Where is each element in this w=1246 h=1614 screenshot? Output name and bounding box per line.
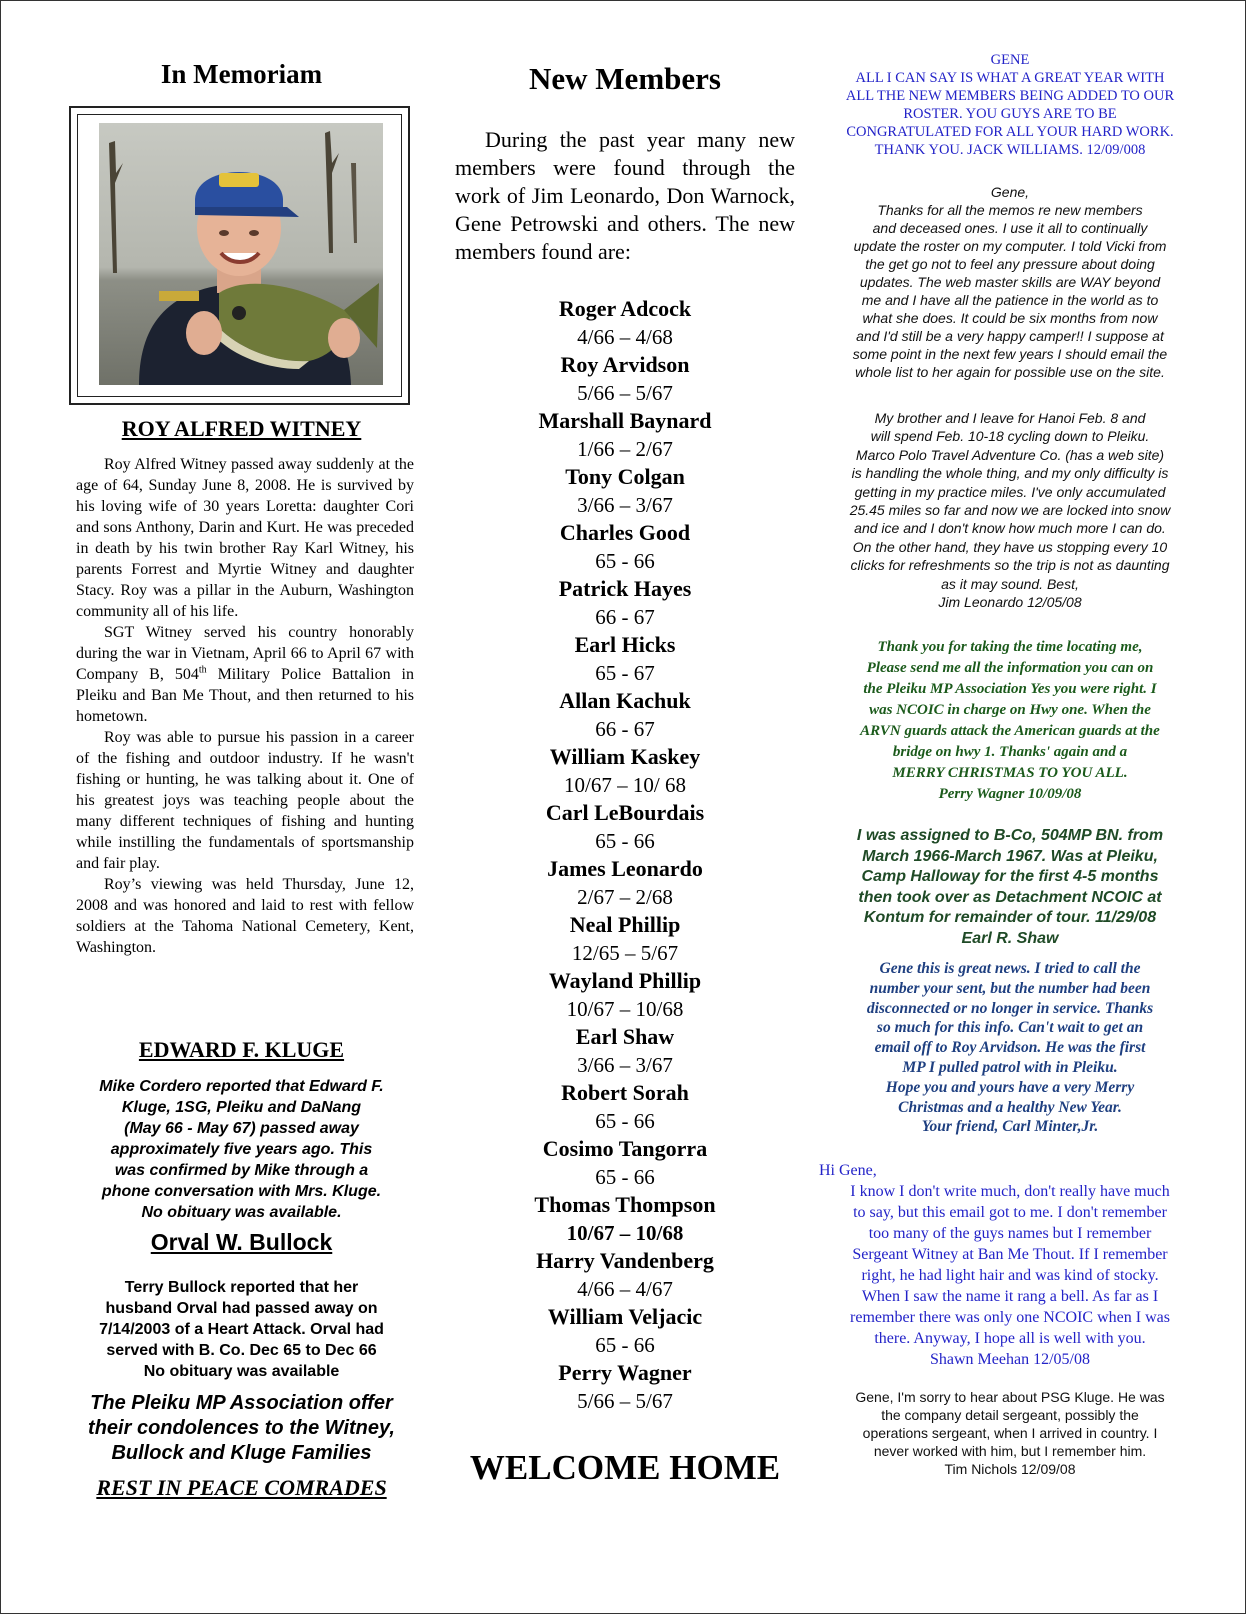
letter-jim-leonardo-2: My brother and I leave for Hanoi Feb. 8 and will spend Feb. 10-18 cycling down to Pleiku. Marco Polo Travel Adventure Co. (has a web site) is handling the whole thing, and my only difficulty is getting in my practice miles. I've only accumulated 25.45 miles so far and now we are locked into snow and ice and I don't know how much more I can do. On the other hand, they have us stopping every 10 clicks for refreshments so the trip is not as daunting as it may sound. Best, Jim Leonardo 12/05/08 — [849, 410, 1171, 611]
member-dates: 4/66 – 4/67 — [577, 1277, 673, 1301]
member-dates: 65 - 66 — [595, 1165, 655, 1189]
member-entry — [455, 631, 795, 687]
member-name: Thomas Thompson — [534, 1192, 716, 1217]
welcome-home-banner: WELCOME HOME — [469, 1448, 781, 1487]
kluge-heading: EDWARD F. KLUGE — [138, 1037, 345, 1062]
obituary-paragraph: Roy was able to pursue his passion in a career of the fishing and outdoor industry. If he wasn't fishing or hunting, he was talking about it. One of his greatest joys was teaching people about the many different techniques of fishing and hunting while instilling the fundamentals of sportsmanship and fair play. — [76, 729, 414, 872]
obituary-paragraph: Roy’s viewing was held Thursday, June 12, 2008 and was honored and laid to rest with fellow soldiers at the Tahoma National Cemetery, Kent, Washington. — [76, 876, 414, 956]
member-name: Roger Adcock — [558, 296, 692, 321]
memorial-photo — [99, 123, 383, 385]
new-members-title: New Members — [529, 61, 721, 96]
letter-jim-leonardo-1: Gene, Thanks for all the memos re new members and deceased ones. I use it all to continually update the roster on my computer. I told Vicki from the get go not to feel any pressure about doing updates. The web master skills are WAY beyond me and I have all the patience in the world as to what she does. It could be six months from now and I'd still be a very happy camper!! I suppose at some point in the next few years I should email the whole list to her again for possible use on the site. — [852, 184, 1168, 380]
memorial-photo-frame — [69, 106, 410, 405]
member-entry — [455, 1191, 795, 1247]
member-name: Carl LeBourdais — [545, 800, 705, 825]
member-dates: 10/67 – 10/68 — [566, 1221, 684, 1245]
member-name: Earl Hicks — [574, 632, 676, 657]
member-entry — [455, 855, 795, 911]
member-name: William Kaskey — [549, 744, 701, 769]
member-name: Robert Sorah — [561, 1080, 689, 1105]
member-entry — [455, 463, 795, 519]
member-dates: 65 - 66 — [595, 1333, 655, 1357]
letter-tim-nichols: Gene, I'm sorry to hear about PSG Kluge. He was the company detail sergeant, possibly the operations sergeant, when I arrived in country. I never worked with him, but I remember him. Tim Nichols 12/09/08 — [855, 1389, 1165, 1477]
member-entry — [455, 1359, 795, 1415]
member-entry — [455, 743, 795, 799]
member-name: Roy Arvidson — [560, 352, 690, 377]
obituary-paragraph: Roy Alfred Witney passed away suddenly at the age of 64, Sunday June 8, 2008. He is survived by his loving wife of 30 years Loretta: daughter Cori and sons Anthony, Darin and Kurt. He was preceded in death by his twin brother Ray Karl Witney, his parents Forrest and Myrtie Witney and daughter Stacy. Roy was a pillar in the Auburn, Washington community all of his life. — [76, 456, 414, 620]
member-entry — [455, 1247, 795, 1303]
member-entry — [455, 799, 795, 855]
bullock-notice: Terry Bullock reported that her husband Orval had passed away on 7/14/2003 of a Heart Attack. Orval had served with B. Co. Dec 65 to Dec 66 No obituary was available — [99, 1279, 384, 1380]
member-name: Patrick Hayes — [558, 576, 692, 601]
member-entry — [455, 687, 795, 743]
member-dates: 3/66 – 3/67 — [577, 493, 673, 517]
member-entry — [455, 1303, 795, 1359]
member-dates: 12/65 – 5/67 — [571, 941, 679, 965]
member-name: Marshall Baynard — [538, 408, 712, 433]
member-name: Charles Good — [559, 520, 691, 545]
member-name: James Leonardo — [547, 856, 703, 881]
letter-jack-williams: GENE ALL I CAN SAY IS WHAT A GREAT YEAR WITH ALL THE NEW MEMBERS BEING ADDED TO OUR ROSTER. YOU GUYS ARE TO BE CONGRATULATED FOR ALL YOUR HARD WORK. THANK YOU. JACK WILLIAMS. 12/09/008 — [845, 52, 1175, 158]
rest-in-peace-banner: REST IN PEACE COMRADES — [96, 1475, 387, 1500]
member-dates: 10/67 – 10/68 — [566, 997, 684, 1021]
bullock-heading: Orval W. Bullock — [150, 1229, 333, 1255]
letter-shawn-meehan: Hi Gene, I know I don't write much, don't really have much to say, but this email got to me. I don't remember too many of the guys names but I remember Sergeant Witney at Ban Me Thout. If I remember right, he had light hair and was kind of stocky. When I saw the name it rang a bell. As far as I remember there was only one NCOIC when I was there. Anyway, I hope all is well with you. Shawn Meehan 12/05/08 — [819, 1162, 1170, 1368]
member-entry — [455, 519, 795, 575]
member-name: Perry Wagner — [558, 1360, 692, 1385]
member-name: Neal Phillip — [569, 912, 681, 937]
member-entry — [455, 911, 795, 967]
member-entry — [455, 1079, 795, 1135]
new-members-list — [455, 295, 795, 1415]
member-entry — [455, 1023, 795, 1079]
kluge-notice: Mike Cordero reported that Edward F. Kluge, 1SG, Pleiku and DaNang (May 66 - May 67) passed away approximately five years ago. This was confirmed by Mike through a phone conversation with Mrs. Kluge. No obituary was available. — [99, 1078, 384, 1221]
member-entry — [455, 295, 795, 351]
member-dates: 4/66 – 4/68 — [577, 325, 673, 349]
member-dates: 5/66 – 5/67 — [577, 381, 673, 405]
member-entry — [455, 407, 795, 463]
member-dates: 65 - 66 — [595, 1109, 655, 1133]
new-members-intro: During the past year many new members were found through the work of Jim Leonardo, Don Warnock, Gene Petrowski and others. The new members found are: — [455, 127, 795, 264]
member-name: Cosimo Tangorra — [542, 1136, 708, 1161]
member-dates: 3/66 – 3/67 — [577, 1053, 673, 1077]
letter-earl-shaw: I was assigned to B-Co, 504MP BN. from March 1966-March 1967. Was at Pleiku, Camp Halloway for the first 4-5 months then took over as Detachment NCOIC at Kontum for remainder of tour. 11/29/08 Earl R. Shaw — [856, 827, 1164, 947]
member-entry — [455, 575, 795, 631]
member-dates: 65 - 66 — [595, 829, 655, 853]
member-entry — [455, 1135, 795, 1191]
roy-witney-obituary — [76, 454, 414, 958]
member-name: William Veljacic — [547, 1304, 703, 1329]
member-dates: 2/67 – 2/68 — [577, 885, 673, 909]
memoriam-title: In Memoriam — [160, 59, 323, 89]
member-dates: 66 - 67 — [595, 605, 655, 629]
member-dates: 66 - 67 — [595, 717, 655, 741]
letter-carl-minter: Gene this is great news. I tried to call the number your sent, but the number had been disconnected or no longer in service. Thanks so much for this info. Can't wait to get an email off to Roy Arvidson. He was the first MP I pulled patrol with in Pleiku. Hope you and yours have a very Merry Christmas and a healthy New Year. Your friend, Carl Minter,Jr. — [866, 960, 1154, 1136]
obituary-paragraph: SGT Witney served his country honorably during the war in Vietnam, April 66 to April 67 with Company B, 504th Military Police Battalion in Pleiku and Ban Me Thout, and then returned to his hometown. — [76, 624, 415, 725]
member-name: Tony Colgan — [565, 464, 685, 489]
member-name: Allan Kachuk — [559, 688, 691, 713]
member-name: Wayland Phillip — [548, 968, 702, 993]
member-dates: 10/67 – 10/ 68 — [564, 773, 686, 797]
member-name: Earl Shaw — [575, 1024, 675, 1049]
letter-perry-wagner: Thank you for taking the time locating me, Please send me all the information you can on the Pleiku MP Association Yes you were right. I was NCOIC in charge on Hwy one. When the ARVN guards attack the American guards at the bridge on hwy 1. Thanks' again and a MERRY CHRISTMAS TO YOU ALL. Perry Wagner 10/09/08 — [860, 639, 1160, 802]
roy-witney-heading: ROY ALFRED WITNEY — [121, 416, 362, 441]
member-name: Harry Vandenberg — [536, 1248, 714, 1273]
member-entry — [455, 967, 795, 1023]
member-dates: 1/66 – 2/67 — [577, 437, 673, 461]
condolence-message: The Pleiku MP Association offer their condolences to the Witney, Bullock and Kluge Families — [88, 1392, 395, 1464]
member-dates: 65 - 66 — [595, 549, 655, 573]
member-dates: 5/66 – 5/67 — [577, 1389, 673, 1413]
member-dates: 65 - 67 — [595, 661, 655, 685]
member-entry — [455, 351, 795, 407]
